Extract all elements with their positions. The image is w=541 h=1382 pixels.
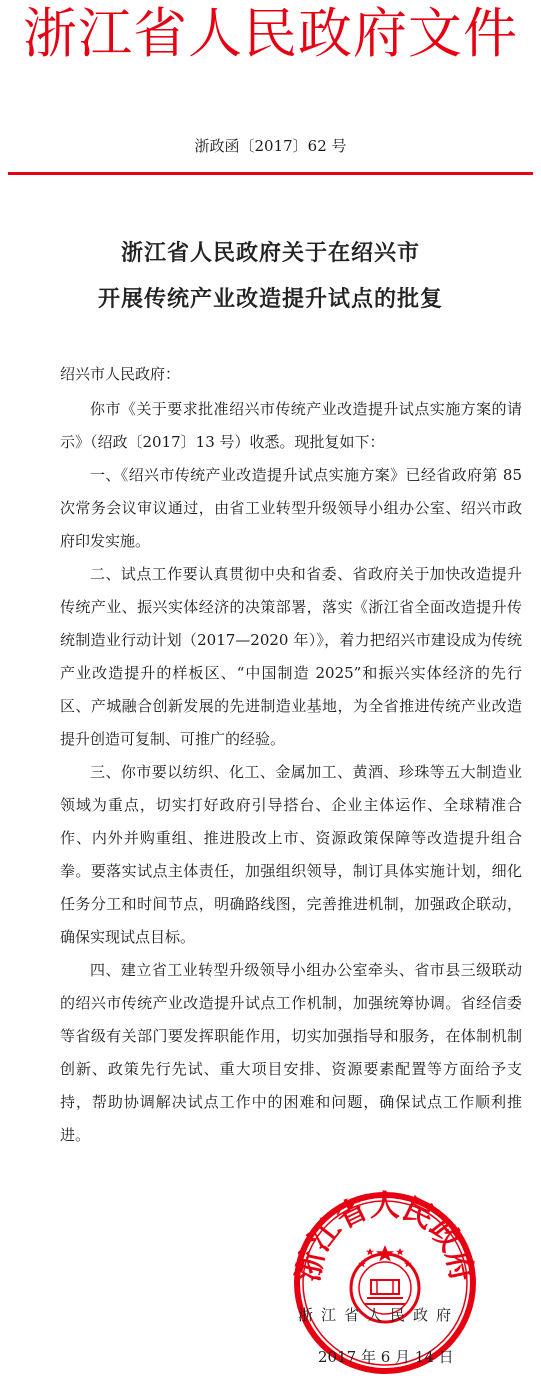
- svg-text:浙江省人民政府: 浙江省人民政府: [290, 1188, 480, 1285]
- paragraph-intro: 你市《关于要求批准绍兴市传统产业改造提升试点实施方案的请示》（绍政〔2017〕13 号）收悉。现批复如下：: [60, 400, 522, 451]
- document-masthead: 浙江省人民政府文件: [23, 2, 518, 65]
- salutation: 绍兴市人民政府：: [60, 365, 181, 383]
- issue-date: 2017 年 6 月 14 日: [318, 1348, 454, 1366]
- paragraph-item-2: 二、试点工作要认真贯彻中央和省委、省政府关于加快改造提升传统产业、振兴实体经济的决策部署，落实《浙江省全面改造提升传统制造业行动计划（2017—2020 年）》，着力把绍兴市建设成为传统产业改造提升的样板区、“中国制造 2025”和振兴实体经济的先行区、产城融合创新发展的先进制造业基地，为全省推进传统产业改造提升创造可复制、可推广的经验。: [60, 565, 522, 748]
- red-separator-line: [8, 172, 533, 175]
- document-body: [60, 358, 522, 1152]
- issuer-signature: 浙江省人民政府: [298, 1306, 460, 1324]
- title-line-1: 浙江省人民政府关于在绍兴市: [120, 240, 420, 266]
- paragraph-item-3: 三、你市要以纺织、化工、金属加工、黄酒、珍珠等五大制造业领域为重点，切实打好政府引导搭台、企业主体运作、全球精准合作、内外并购重组、推进股改上市、资源政策保障等改造提升组合拳。要落实试点主体责任，加强组织领导，制订具体实施计划，细化任务分工和时间节点，明确路线图，完善推进机制，加强政企联动，确保实现试点目标。: [60, 763, 522, 946]
- document-number: 浙政函〔2017〕62 号: [194, 137, 347, 155]
- paragraph-item-1: 一、《绍兴市传统产业改造提升试点实施方案》已经省政府第 85 次常务会议审议通过，由省工业转型升级领导小组办公室、绍兴市政府印发实施。: [60, 466, 522, 550]
- document-title: [0, 230, 541, 322]
- title-line-2: 开展传统产业改造提升试点的批复: [97, 286, 443, 312]
- paragraph-item-4: 四、建立省工业转型升级领导小组办公室牵头、省市县三级联动的绍兴市传统产业改造提升试点工作机制，加强统筹协调。省经信委等省级有关部门要发挥职能作用，切实加强指导和服务，在体制机制创新、政策先行先试、重大项目安排、资源要素配置等方面给予支持，帮助协调解决试点工作中的困难和问题，确保试点工作顺利推进。: [60, 961, 522, 1144]
